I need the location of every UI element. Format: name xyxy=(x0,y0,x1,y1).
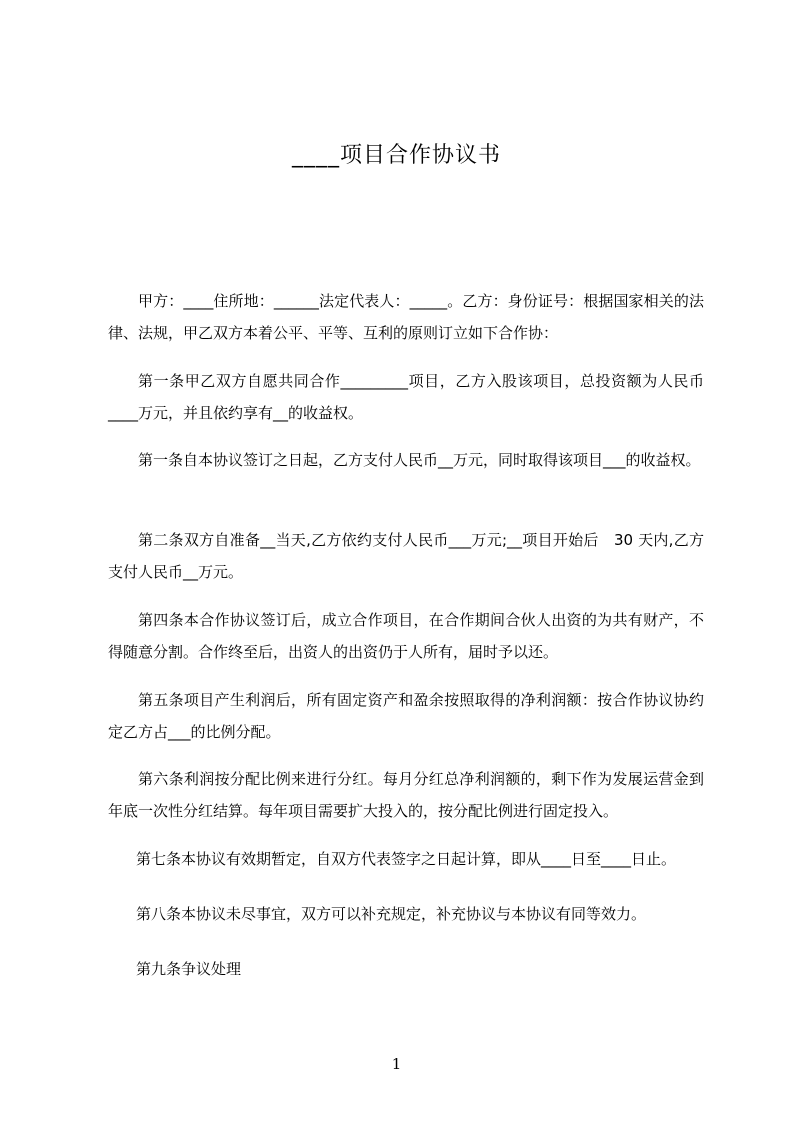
paragraph-article-1: 第一条甲乙双方自愿共同合作_________项目，乙方入股该项目，总投资额为人民币____万元，并且依约享有__的收益权。 xyxy=(108,372,704,422)
paragraph-article-6: 第六条利润按分配比例来进行分红。每月分红总净利润额的，剩下作为发展运营金到年底一次性分红结算。每年项目需要扩大投入的，按分配比例进行固定投入。 xyxy=(108,770,704,820)
paragraph-article-5: 第五条项目产生利润后，所有固定资产和盈余按照取得的净利润额：按合作协议协约定乙方占___的比例分配。 xyxy=(108,691,704,741)
paragraph-article-9: 第九条争议处理 xyxy=(136,960,242,978)
paragraph-article-8: 第八条本协议未尽事宜，双方可以补充规定，补充协议与本协议有同等效力。 xyxy=(136,905,647,923)
paragraph-article-1b: 第一条自本协议签订之日起，乙方支付人民币__万元，同时取得该项目___的收益权。 xyxy=(138,451,701,469)
page-number: 1 xyxy=(391,1055,402,1073)
paragraph-preamble: 甲方：____住所地：______法定代表人：_____。乙方：身份证号：根据国家相关的法律、法规，甲乙双方本着公平、平等、互利的原则订立如下合作协： xyxy=(108,292,704,342)
paragraph-article-4: 第四条本合作协议签订后，成立合作项目，在合作期间合伙人出资的为共有财产，不得随意分割。合作终至后，出资人的出资仍于人所有，届时予以还。 xyxy=(108,611,704,661)
document-title: ____项目合作协议书 xyxy=(291,143,501,168)
paragraph-article-2: 第二条双方自准备__当天,乙方依约支付人民币___万元;__项目开始后 30 天内,乙方支付人民币__万元。 xyxy=(108,531,704,581)
paragraph-article-7: 第七条本协议有效期暂定，自双方代表签字之日起计算，即从____日至____日止。 xyxy=(136,850,677,868)
